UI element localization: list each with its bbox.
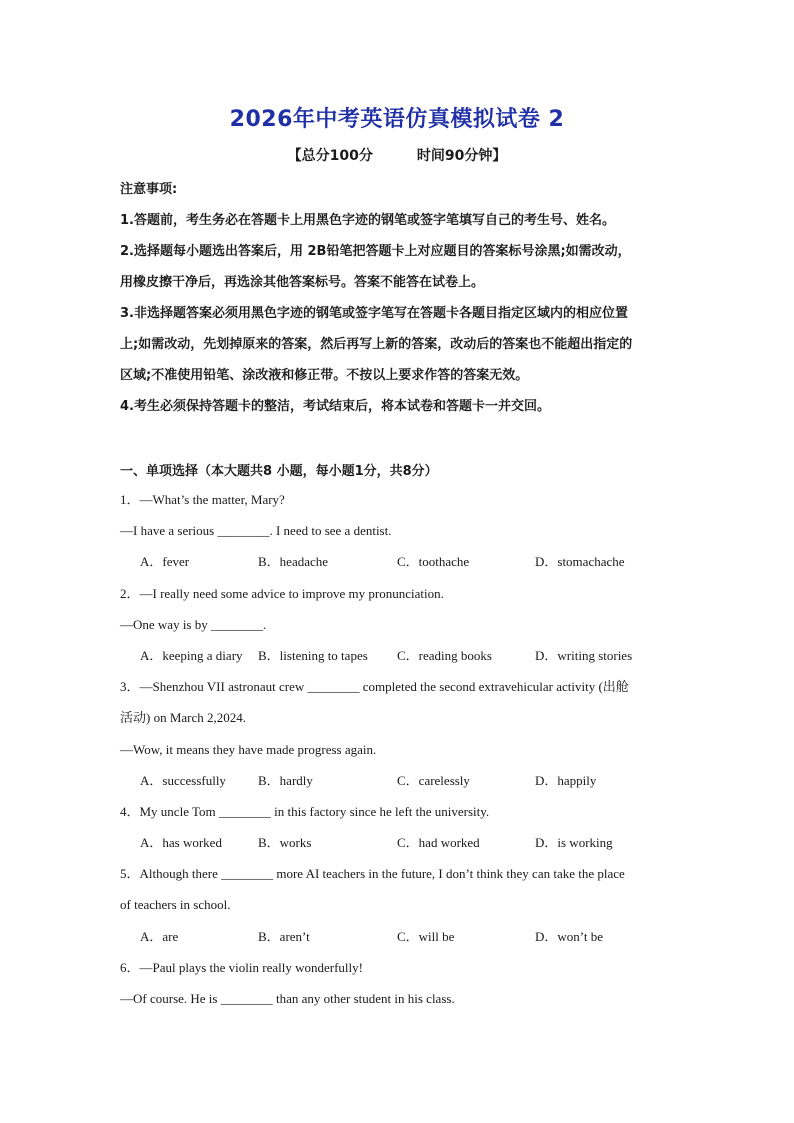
question-stem: 6．—Paul plays the violin really wonderfully! <box>120 959 363 975</box>
exam-meta <box>0 145 794 165</box>
option-row <box>120 827 680 858</box>
question-stem: 1．—What’s the matter, Mary? <box>120 492 285 507</box>
option-b: B．hardly <box>258 772 313 788</box>
total-score: 【总分100分 <box>287 148 373 164</box>
question-stem: of teachers in school. <box>120 897 231 913</box>
option-a: A．successfully <box>140 772 226 788</box>
note-line: 4.考生必须保持答题卡的整洁，考试结束后，将本试卷和答题卡一并交回。 <box>120 399 550 414</box>
question-stem: —I have a serious ________. I need to see a dentist. <box>120 523 392 539</box>
option-c: C．carelessly <box>397 772 470 788</box>
question-stem: —One way is by ________. <box>120 616 267 632</box>
note-line: 3.非选择题答案必须用黑色字迹的钢笔或签字笔写在答题卡各题目指定区域内的相应位置 <box>120 306 628 321</box>
exam-title: 2026年中考英语仿真模拟试卷 2 <box>229 107 565 132</box>
option-c: C．had worked <box>397 835 480 851</box>
question-stem: 4．My uncle Tom ________ in this factory since he left the university. <box>120 803 490 819</box>
option-b: B．headache <box>258 554 329 570</box>
option-a: A．are <box>140 928 179 944</box>
option-d: D．won’t be <box>535 928 604 944</box>
question-stem: 活动) on March 2,2024. <box>120 710 247 726</box>
option-d: D．happily <box>535 772 597 788</box>
notes-heading: 注意事项: <box>120 182 178 197</box>
section-heading: 一、单项选择（本大题共8 小题，每小题1分，共8分） <box>120 464 438 479</box>
note-line: 用橡皮擦干净后，再选涂其他答案标号。答案不能答在试卷上。 <box>120 275 485 290</box>
option-row <box>120 546 680 577</box>
note-line: 上;如需改动，先划掉原来的答案，然后再写上新的答案，改动后的答案也不能超出指定的 <box>120 337 633 352</box>
option-a: A．has worked <box>140 835 222 851</box>
option-a: A．fever <box>140 554 190 570</box>
option-d: D．writing stories <box>535 647 633 663</box>
note-line: 1.答题前，考生务必在答题卡上用黑色字迹的钢笔或签字笔填写自己的考生号、姓名。 <box>120 213 615 228</box>
option-c: C．reading books <box>397 647 492 663</box>
option-b: B．works <box>258 835 312 851</box>
question-stem: 3．—Shenzhou VII astronaut crew ________ completed the second extravehicular activity (出舱 <box>120 679 629 695</box>
question-list <box>120 484 680 1014</box>
option-row <box>120 765 680 796</box>
option-row <box>120 640 680 671</box>
option-c: C．toothache <box>397 554 470 570</box>
question-stem: 2．—I really need some advice to improve my pronunciation. <box>120 585 444 601</box>
option-row <box>120 921 680 952</box>
option-b: B．listening to tapes <box>258 647 368 663</box>
question-stem: 5．Although there ________ more AI teachers in the future, I don’t think they can take the place <box>120 866 625 882</box>
question-stem: —Of course. He is ________ than any other student in his class. <box>120 991 455 1006</box>
option-b: B．aren’t <box>258 928 310 944</box>
note-line: 区域;不准使用铅笔、涂改液和修正带。不按以上要求作答的答案无效。 <box>120 368 529 383</box>
question-stem: —Wow, it means they have made progress again. <box>120 741 377 757</box>
option-d: D．is working <box>535 835 613 851</box>
exam-time: 时间90分钟】 <box>416 148 507 164</box>
option-c: C．will be <box>397 928 455 944</box>
option-a: A．keeping a diary <box>140 647 243 663</box>
notes-section <box>120 174 680 422</box>
option-d: D．stomachache <box>535 554 625 570</box>
note-line: 2.选择题每小题选出答案后，用 2B铅笔把答题卡上对应题目的答案标号涂黑;如需改动， <box>120 244 631 259</box>
